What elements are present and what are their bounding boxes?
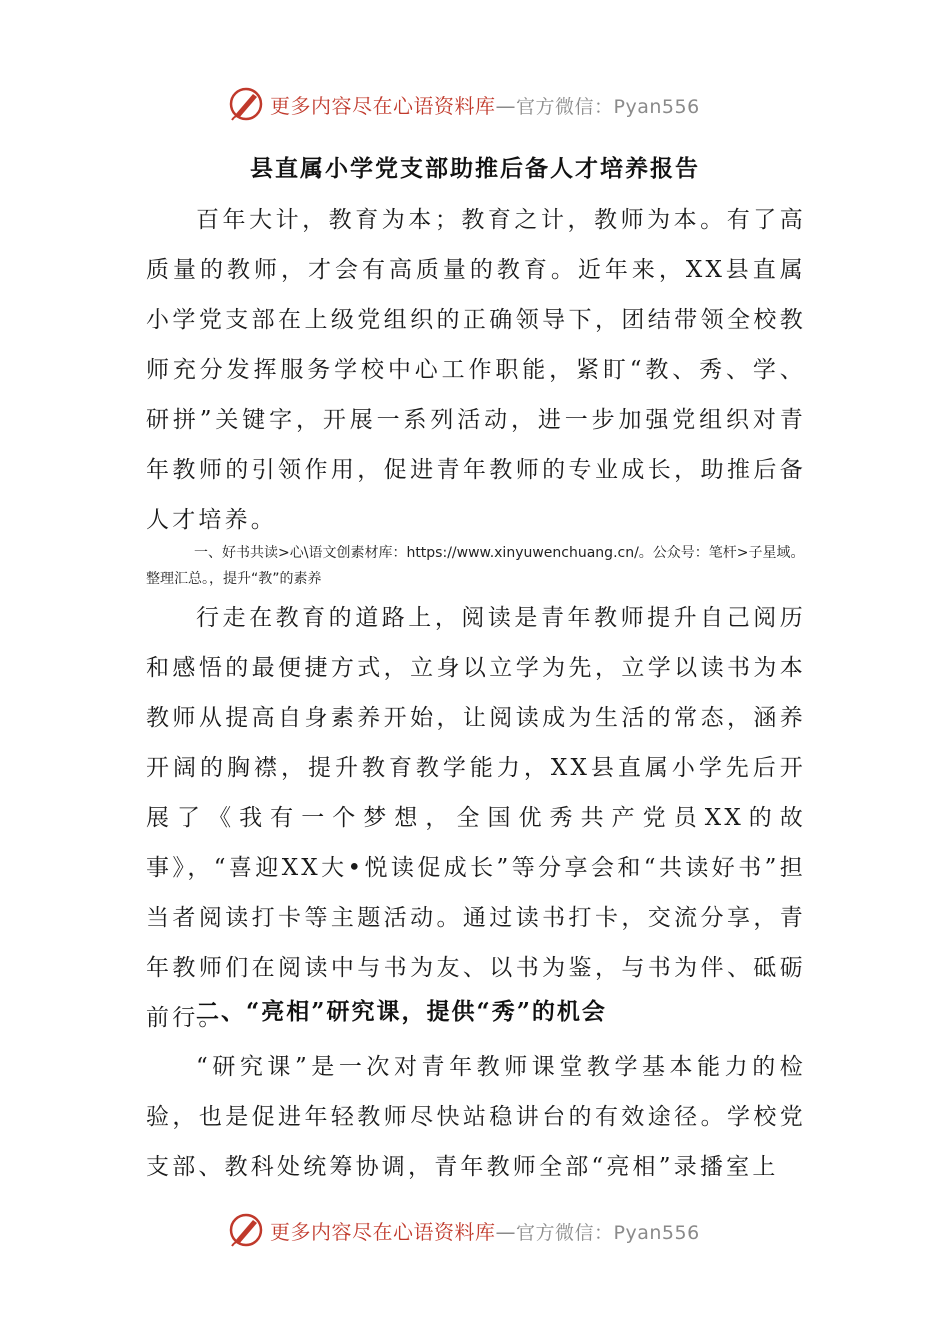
pen-logo-icon bbox=[226, 1210, 266, 1250]
paragraph-reading: 行走在教育的道路上，阅读是青年教师提升自己阅历和感悟的最便捷方式，立身以立学为先，立学以读书为本教师从提高自身素养开始，让阅读成为生活的常态，涵养开阔的胸襟，提升教育教学能力，XX县直属小学先后开展了《我有一个梦想，全国优秀共产党员XX的故事》，“喜迎XX大•悦读促成长”等分享会和“共读好书”担当者阅读打卡等主题活动。通过读书打卡，交流分享，青年教师们在阅读中与书为友、以书为鉴，与书为伴、砥砺前行。 bbox=[146, 605, 806, 1031]
banner-text bbox=[270, 1216, 700, 1245]
banner-separator: — bbox=[495, 1220, 516, 1244]
footer-banner bbox=[0, 1210, 950, 1250]
section-two-heading: 二、“亮相”研究课，提供“秀”的机会 bbox=[196, 998, 607, 1025]
banner-wechat: 官方微信：Pyan556 bbox=[516, 96, 700, 118]
banner-separator: — bbox=[495, 94, 516, 118]
banner-text bbox=[270, 90, 700, 119]
header-banner bbox=[0, 84, 950, 124]
document-title: 县直属小学党支部助推后备人才培养报告 bbox=[250, 155, 700, 182]
paragraph-research-class: “研究课”是一次对青年教师课堂教学基本能力的检验，也是促进年轻教师尽快站稳讲台的有效途径。学校党支部、教科处统筹协调，青年教师全部“亮相”录播室上 bbox=[146, 1054, 806, 1180]
banner-title: 更多内容尽在心语资料库 bbox=[270, 94, 496, 118]
banner-title: 更多内容尽在心语资料库 bbox=[270, 1220, 496, 1244]
pen-logo-icon bbox=[226, 84, 266, 124]
banner-wechat: 官方微信：Pyan556 bbox=[516, 1222, 700, 1244]
section-one-heading-note: 一、好书共读>心\语文创素材库：https://www.xinyuwenchuang.cn/。公众号：笔杆>子星域。整理汇总。，提升“教”的素养 bbox=[146, 545, 805, 587]
paragraph-intro: 百年大计，教育为本；教育之计，教师为本。有了高质量的教师，才会有高质量的教育。近年来，XX县直属小学党支部在上级党组织的正确领导下，团结带领全校教师充分发挥服务学校中心工作职能，紧盯“教、秀、学、研拼”关键字，开展一系列活动，进一步加强党组织对青年教师的引领作用，促进青年教师的专业成长，助推后备人才培养。 bbox=[146, 207, 806, 533]
